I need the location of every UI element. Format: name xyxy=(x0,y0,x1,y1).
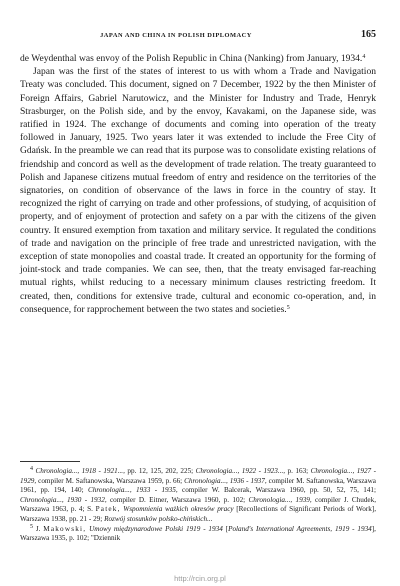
footnote-5 xyxy=(20,525,376,544)
footnote-5-part: Poland's International Agreements, 1919 - 1934 xyxy=(228,524,372,533)
paragraph-2 xyxy=(20,65,376,316)
footnote-4 xyxy=(20,467,376,525)
paragraph-1 xyxy=(20,52,376,65)
footnote-5-number: 5 xyxy=(30,523,33,530)
footnote-5-part: ], Warszawa 1935, p. 102; "Dziennik xyxy=(20,524,376,543)
footnote-5-part: J. xyxy=(33,524,44,533)
footnote-4-part: Chronologia..., 1936 - 1937, xyxy=(184,476,267,485)
footnote-4-part: compiler J. Chudek, Warszawa 1963, p. 4; S. xyxy=(20,495,376,514)
footnote-4-part: pp. 12, 125, 202, 225; xyxy=(127,467,196,475)
footnote-4-part: compiler W. Balcerak, Warszawa 1960, pp. 50, 52, 75, 141; xyxy=(177,486,377,495)
running-head xyxy=(20,30,376,42)
footnote-4-part: Patek, xyxy=(95,505,121,514)
footnote-5-part: Umowy międzynarodowe Polski 1919 - 1934 xyxy=(89,524,223,533)
footnote-5-part: [ xyxy=(222,524,229,533)
footnote-4-part: compiler D. Eitner, Warszawa 1960, p. 102; xyxy=(106,495,249,504)
footnote-4-part: [Recollections of Significant Periods of Work], Warszawa 1938, pp. 21 - 29; xyxy=(20,505,376,523)
watermark-url: http://rcin.org.pl xyxy=(174,574,226,583)
footnote-4-number: 4 xyxy=(30,466,33,472)
running-title: JAPAN AND CHINA IN POLISH DIPLOMACY xyxy=(100,32,252,39)
footnote-4-part: Chronologia..., 1939, xyxy=(248,495,312,504)
footnote-4-part: p. 163; xyxy=(285,467,311,475)
footnote-ref-5[interactable]: 5 xyxy=(286,304,290,311)
footnote-4-part: 1918 - 1921..., xyxy=(79,467,128,475)
footnote-separator xyxy=(20,461,80,462)
footnote-4-part: Chronologia..., 1922 - 1923..., xyxy=(195,467,286,475)
paragraph-1-text: de Weydenthal was envoy of the Polish Republic in China (Nanking) from January, 1934. xyxy=(20,53,363,64)
document-page xyxy=(20,0,376,586)
footnote-4-part: Chronologia..., 1933 - 1935, xyxy=(87,486,178,495)
page-number: 165 xyxy=(361,29,376,40)
footnote-ref-4[interactable]: 4 xyxy=(362,54,366,60)
footnote-4-part: Chronologia..., xyxy=(35,467,80,475)
body-text xyxy=(20,52,376,316)
footnote-5-part: Makowski, xyxy=(43,524,87,533)
paragraph-2-text: Japan was the first of the states of interest to us with whom a Trade and Navigation Treaty was concluded. This document, signed on 7 December, 1922 by the then Minister of Foreign Affairs, Gabriel Narutowicz, and the Minister for Industry and Trade, Henryk Strasburger, on the Polish side, and by the envoy, Kavakami, on the Japanese side, was ratified in 1924. The exchange of documents and coming into operation of the treaty followed in January, 1925. Two years later it was extended to include the Free City of Gdańsk. In the preamble we can read that its purpose was to consolidate existing relations of friendship and concord as well as the development of trade relation. The treaty guaranteed to Polish and Japanese citizens mutual freedom of entry and residence on the territories of the signatories, on condition of observance of the laws in force in the country of stay. It recognized the right of carrying on trade and other professions, of studying, of acquisition of property, and of enjoyment of protection and safety on a par with the citizens of the given country. It ensured exemption from taxation and military service. It regulated the conditions of trade and navigation on the principle of free trade and unrestricted navigation, with the exception of state monopolies and coastal trade. It created an opportunity for the forming of joint-stock and trade companies. We can see, then, that the treaty envisaged far-reaching mutual rights, whilst reducing to a necessary minimum clauses restricting freedom. It created, then, conditions for extensive trade, cultural and economic co-operation, and, in consequence, for rapprochement between the two states and societies. xyxy=(20,66,376,315)
footnotes xyxy=(20,467,376,544)
footnote-4-part: compiler M. Saftanowska, Warszawa 1961, pp. 194, 140; xyxy=(20,476,376,495)
footnote-4-part: Rozwój stosunków polsko-chińskich... xyxy=(104,514,213,523)
footnote-4-part: Chronologia..., 1927 - 1929, xyxy=(20,467,377,485)
footnote-4-part: Wspomnienia ważkich okresów pracy xyxy=(123,505,234,514)
footnote-4-part: Chronologia..., 1930 - 1932, xyxy=(20,495,107,504)
footnote-4-part: compiler M. Saftanowska, Warszawa 1959, p. 66; xyxy=(36,476,185,485)
